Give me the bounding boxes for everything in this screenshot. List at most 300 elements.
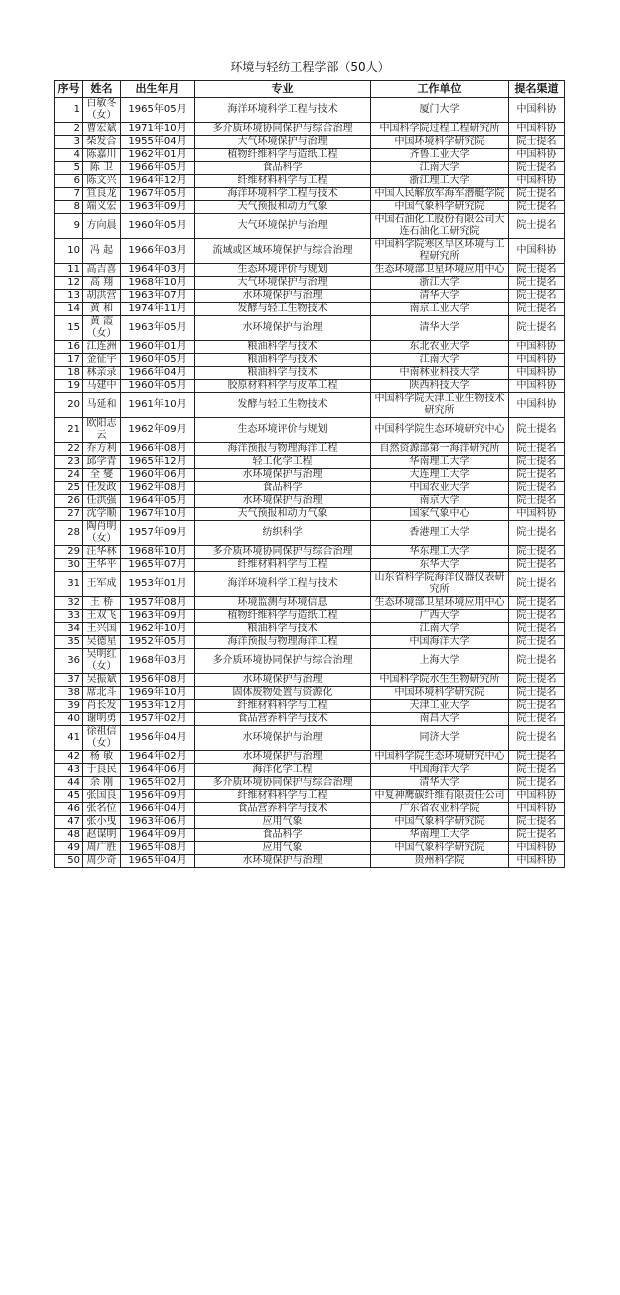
cell-employer: 中国气象科学研究院 <box>371 201 509 214</box>
table-row <box>55 443 565 456</box>
table-row <box>55 149 565 162</box>
cell-name: 陈文兴 <box>83 175 121 188</box>
cell-major: 发酵与轻工生物技术 <box>195 303 371 316</box>
table-row <box>55 829 565 842</box>
cell-name: 邱学青 <box>83 456 121 469</box>
cell-major: 多介质环境协同保护与综合治理 <box>195 123 371 136</box>
table-row <box>55 123 565 136</box>
cell-employer: 中国气象科学研究院 <box>371 842 509 855</box>
cell-birth: 1964年06月 <box>121 764 195 777</box>
cell-index: 37 <box>55 674 83 687</box>
cell-channel: 院士提名 <box>509 290 565 303</box>
cell-channel: 院士提名 <box>509 303 565 316</box>
cell-employer: 同济大学 <box>371 726 509 751</box>
table-row <box>55 316 565 341</box>
cell-index: 38 <box>55 687 83 700</box>
cell-index: 31 <box>55 572 83 597</box>
cell-employer: 清华大学 <box>371 290 509 303</box>
cell-employer: 大连理工大学 <box>371 469 509 482</box>
cell-index: 32 <box>55 597 83 610</box>
cell-birth: 1966年08月 <box>121 443 195 456</box>
cell-channel: 中国科协 <box>509 341 565 354</box>
cell-birth: 1956年08月 <box>121 674 195 687</box>
cell-index: 40 <box>55 713 83 726</box>
cell-name: 高吉喜 <box>83 264 121 277</box>
cell-employer: 国家气象中心 <box>371 508 509 521</box>
cell-birth: 1967年05月 <box>121 188 195 201</box>
cell-index: 42 <box>55 751 83 764</box>
table-row <box>55 380 565 393</box>
cell-birth: 1955年04月 <box>121 136 195 149</box>
cell-employer: 中国环境科学研究院 <box>371 136 509 149</box>
cell-employer: 厦门大学 <box>371 98 509 123</box>
cell-index: 16 <box>55 341 83 354</box>
cell-major: 纺织科学 <box>195 521 371 546</box>
cell-major: 食品营养科学与技术 <box>195 713 371 726</box>
cell-index: 1 <box>55 98 83 123</box>
cell-employer: 江南大学 <box>371 162 509 175</box>
table-row <box>55 816 565 829</box>
cell-index: 5 <box>55 162 83 175</box>
cell-birth: 1960年05月 <box>121 380 195 393</box>
cell-index: 41 <box>55 726 83 751</box>
cell-name: 任洪强 <box>83 495 121 508</box>
cell-major: 环境监测与环境信息 <box>195 597 371 610</box>
cell-employer: 天津工业大学 <box>371 700 509 713</box>
cell-birth: 1963年09月 <box>121 201 195 214</box>
table-row <box>55 700 565 713</box>
cell-channel: 中国科协 <box>509 790 565 803</box>
cell-channel: 院士提名 <box>509 456 565 469</box>
cell-major: 天气预报和动力气象 <box>195 508 371 521</box>
cell-channel: 院士提名 <box>509 636 565 649</box>
cell-birth: 1964年05月 <box>121 495 195 508</box>
cell-employer: 清华大学 <box>371 777 509 790</box>
cell-channel: 院士提名 <box>509 264 565 277</box>
table-row <box>55 508 565 521</box>
cell-channel: 中国科协 <box>509 380 565 393</box>
cell-name: 陶肖明（女） <box>83 521 121 546</box>
cell-employer: 香港理工大学 <box>371 521 509 546</box>
cell-index: 39 <box>55 700 83 713</box>
cell-birth: 1956年09月 <box>121 790 195 803</box>
cell-major: 植物纤维科学与造纸工程 <box>195 610 371 623</box>
cell-major: 粮油科学与技术 <box>195 367 371 380</box>
table-row <box>55 354 565 367</box>
cell-major: 植物纤维科学与造纸工程 <box>195 149 371 162</box>
cell-birth: 1957年02月 <box>121 713 195 726</box>
cell-channel: 中国科协 <box>509 175 565 188</box>
cell-birth: 1968年03月 <box>121 649 195 674</box>
table-row <box>55 367 565 380</box>
table-row <box>55 418 565 443</box>
cell-birth: 1963年09月 <box>121 610 195 623</box>
table-row <box>55 842 565 855</box>
cell-birth: 1965年08月 <box>121 842 195 855</box>
cell-name: 肖长发 <box>83 700 121 713</box>
cell-employer: 山东省科学院海洋仪器仪表研究所 <box>371 572 509 597</box>
cell-employer: 东华大学 <box>371 559 509 572</box>
cell-index: 11 <box>55 264 83 277</box>
cell-major: 水环境保护与治理 <box>195 674 371 687</box>
cell-birth: 1963年07月 <box>121 290 195 303</box>
cell-birth: 1974年11月 <box>121 303 195 316</box>
cell-name: 林亲录 <box>83 367 121 380</box>
cell-channel: 院士提名 <box>509 277 565 290</box>
cell-name: 白敏冬（女） <box>83 98 121 123</box>
cell-index: 49 <box>55 842 83 855</box>
cell-employer: 广东省农业科学院 <box>371 803 509 816</box>
cell-employer: 中国科学院水生生物研究所 <box>371 674 509 687</box>
cell-major: 海洋预报与物理海洋工程 <box>195 636 371 649</box>
cell-birth: 1956年04月 <box>121 726 195 751</box>
table-row <box>55 521 565 546</box>
header-major: 专业 <box>195 81 371 98</box>
cell-major: 水环境保护与治理 <box>195 469 371 482</box>
cell-birth: 1971年10月 <box>121 123 195 136</box>
cell-major: 海洋化学工程 <box>195 764 371 777</box>
header-birth: 出生年月 <box>121 81 195 98</box>
cell-major: 流域或区域环境保护与综合治理 <box>195 239 371 264</box>
cell-major: 多介质环境协同保护与综合治理 <box>195 777 371 790</box>
cell-major: 生态环境评价与规划 <box>195 418 371 443</box>
table-row <box>55 214 565 239</box>
cell-channel: 中国科协 <box>509 367 565 380</box>
cell-index: 35 <box>55 636 83 649</box>
table-row <box>55 341 565 354</box>
cell-birth: 1963年06月 <box>121 816 195 829</box>
cell-name: 黄 和 <box>83 303 121 316</box>
cell-employer: 贵州科学院 <box>371 855 509 868</box>
cell-index: 29 <box>55 546 83 559</box>
cell-major: 海洋环境科学工程与技术 <box>195 98 371 123</box>
cell-channel: 中国科协 <box>509 123 565 136</box>
cell-employer: 华南理工大学 <box>371 829 509 842</box>
cell-employer: 东北农业大学 <box>371 341 509 354</box>
cell-employer: 自然资源部第一海洋研究所 <box>371 443 509 456</box>
cell-name: 马延和 <box>83 393 121 418</box>
cell-channel: 院士提名 <box>509 136 565 149</box>
cell-index: 9 <box>55 214 83 239</box>
cell-channel: 院士提名 <box>509 777 565 790</box>
table-row <box>55 636 565 649</box>
cell-channel: 院士提名 <box>509 700 565 713</box>
table-row <box>55 803 565 816</box>
cell-major: 应用气象 <box>195 842 371 855</box>
cell-channel: 中国科协 <box>509 354 565 367</box>
cell-employer: 江南大学 <box>371 354 509 367</box>
cell-birth: 1966年04月 <box>121 803 195 816</box>
cell-index: 26 <box>55 495 83 508</box>
table-row <box>55 264 565 277</box>
header-employer: 工作单位 <box>371 81 509 98</box>
cell-name: 汪华林 <box>83 546 121 559</box>
cell-major: 水环境保护与治理 <box>195 751 371 764</box>
cell-employer: 清华大学 <box>371 316 509 341</box>
cell-employer: 中国人民解放军海军潜艇学院 <box>371 188 509 201</box>
table-row <box>55 572 565 597</box>
cell-major: 粮油科学与技术 <box>195 341 371 354</box>
cell-birth: 1965年04月 <box>121 855 195 868</box>
cell-name: 柴发合 <box>83 136 121 149</box>
cell-name: 周广胜 <box>83 842 121 855</box>
cell-birth: 1963年05月 <box>121 316 195 341</box>
cell-major: 轻工化学工程 <box>195 456 371 469</box>
cell-birth: 1960年01月 <box>121 341 195 354</box>
cell-name: 张名位 <box>83 803 121 816</box>
cell-major: 水环境保护与治理 <box>195 495 371 508</box>
cell-birth: 1962年08月 <box>121 482 195 495</box>
cell-name: 全 燮 <box>83 469 121 482</box>
cell-index: 22 <box>55 443 83 456</box>
cell-channel: 中国科协 <box>509 855 565 868</box>
cell-name: 马建中 <box>83 380 121 393</box>
cell-major: 水环境保护与治理 <box>195 726 371 751</box>
cell-channel: 院士提名 <box>509 443 565 456</box>
table-row <box>55 597 565 610</box>
table-row <box>55 751 565 764</box>
cell-employer: 生态环境部卫星环境应用中心 <box>371 264 509 277</box>
cell-index: 18 <box>55 367 83 380</box>
cell-birth: 1964年03月 <box>121 264 195 277</box>
cell-index: 48 <box>55 829 83 842</box>
cell-channel: 院士提名 <box>509 214 565 239</box>
cell-name: 王兴国 <box>83 623 121 636</box>
cell-name: 吴明红（女） <box>83 649 121 674</box>
cell-index: 13 <box>55 290 83 303</box>
header-channel: 提名渠道 <box>509 81 565 98</box>
cell-name: 吴德星 <box>83 636 121 649</box>
cell-name: 金征宇 <box>83 354 121 367</box>
cell-employer: 中国环境科学研究院 <box>371 687 509 700</box>
cell-birth: 1969年10月 <box>121 687 195 700</box>
cell-major: 大气环境保护与治理 <box>195 214 371 239</box>
cell-name: 任发政 <box>83 482 121 495</box>
cell-major: 粮油科学与技术 <box>195 354 371 367</box>
cell-channel: 院士提名 <box>509 610 565 623</box>
cell-channel: 院士提名 <box>509 597 565 610</box>
cell-birth: 1957年09月 <box>121 521 195 546</box>
cell-index: 7 <box>55 188 83 201</box>
cell-birth: 1966年04月 <box>121 367 195 380</box>
cell-name: 沈学顺 <box>83 508 121 521</box>
table-row <box>55 726 565 751</box>
cell-index: 3 <box>55 136 83 149</box>
cell-index: 2 <box>55 123 83 136</box>
cell-name: 黄 霞（女） <box>83 316 121 341</box>
cell-channel: 院士提名 <box>509 687 565 700</box>
cell-birth: 1965年07月 <box>121 559 195 572</box>
cell-major: 纤维材料科学与工程 <box>195 559 371 572</box>
cell-major: 多介质环境协同保护与综合治理 <box>195 546 371 559</box>
cell-birth: 1964年12月 <box>121 175 195 188</box>
cell-index: 47 <box>55 816 83 829</box>
cell-major: 胶原材料科学与皮革工程 <box>195 380 371 393</box>
table-row <box>55 469 565 482</box>
cell-name: 谢明勇 <box>83 713 121 726</box>
cell-name: 张国良 <box>83 790 121 803</box>
cell-channel: 中国科协 <box>509 803 565 816</box>
cell-birth: 1965年12月 <box>121 456 195 469</box>
cell-employer: 华南理工大学 <box>371 456 509 469</box>
cell-index: 28 <box>55 521 83 546</box>
cell-birth: 1968年10月 <box>121 546 195 559</box>
table-row <box>55 546 565 559</box>
cell-name: 吴振斌 <box>83 674 121 687</box>
cell-index: 44 <box>55 777 83 790</box>
cell-employer: 中南林业科技大学 <box>371 367 509 380</box>
cell-birth: 1960年05月 <box>121 354 195 367</box>
cell-index: 27 <box>55 508 83 521</box>
cell-channel: 中国科协 <box>509 508 565 521</box>
cell-name: 冯 起 <box>83 239 121 264</box>
cell-index: 12 <box>55 277 83 290</box>
cell-employer: 中国科学院寒区旱区环境与工程研究所 <box>371 239 509 264</box>
table-row <box>55 674 565 687</box>
cell-birth: 1968年10月 <box>121 277 195 290</box>
cell-birth: 1953年12月 <box>121 700 195 713</box>
cell-birth: 1964年02月 <box>121 751 195 764</box>
cell-employer: 浙江大学 <box>371 277 509 290</box>
cell-major: 固体废物处置与资源化 <box>195 687 371 700</box>
cell-major: 多介质环境协同保护与综合治理 <box>195 649 371 674</box>
cell-birth: 1960年05月 <box>121 214 195 239</box>
table-title: 环境与轻纺工程学部（50人） <box>230 60 390 74</box>
cell-channel: 中国科协 <box>509 149 565 162</box>
cell-birth: 1961年10月 <box>121 393 195 418</box>
cell-major: 海洋预报与物理海洋工程 <box>195 443 371 456</box>
table-row <box>55 649 565 674</box>
cell-name: 方向晨 <box>83 214 121 239</box>
header-name: 姓名 <box>83 81 121 98</box>
cell-index: 15 <box>55 316 83 341</box>
cell-birth: 1964年09月 <box>121 829 195 842</box>
cell-birth: 1962年01月 <box>121 149 195 162</box>
cell-channel: 中国科协 <box>509 842 565 855</box>
cell-name: 胡洪营 <box>83 290 121 303</box>
cell-name: 曹宏斌 <box>83 123 121 136</box>
table-row <box>55 790 565 803</box>
cell-name: 席北斗 <box>83 687 121 700</box>
cell-employer: 中国科学院过程工程研究所 <box>371 123 509 136</box>
cell-channel: 中国科协 <box>509 98 565 123</box>
cell-employer: 中复神鹰碳纤维有限责任公司 <box>371 790 509 803</box>
table-row <box>55 290 565 303</box>
cell-name: 王双飞 <box>83 610 121 623</box>
cell-index: 17 <box>55 354 83 367</box>
cell-major: 水环境保护与治理 <box>195 855 371 868</box>
cell-employer: 江南大学 <box>371 623 509 636</box>
cell-channel: 院士提名 <box>509 201 565 214</box>
cell-channel: 院士提名 <box>509 816 565 829</box>
cell-index: 25 <box>55 482 83 495</box>
cell-major: 纤维材料科学与工程 <box>195 790 371 803</box>
cell-employer: 中国海洋大学 <box>371 764 509 777</box>
cell-major: 应用气象 <box>195 816 371 829</box>
table-row <box>55 777 565 790</box>
cell-channel: 院士提名 <box>509 713 565 726</box>
cell-major: 大气环境保护与治理 <box>195 136 371 149</box>
table-row <box>55 495 565 508</box>
cell-major: 食品科学 <box>195 482 371 495</box>
cell-birth: 1957年08月 <box>121 597 195 610</box>
cell-channel: 院士提名 <box>509 623 565 636</box>
cell-major: 粮油科学与技术 <box>195 623 371 636</box>
cell-name: 陈 卫 <box>83 162 121 175</box>
table-row <box>55 175 565 188</box>
cell-channel: 院士提名 <box>509 482 565 495</box>
cell-channel: 院士提名 <box>509 649 565 674</box>
table-row <box>55 687 565 700</box>
cell-channel: 院士提名 <box>509 751 565 764</box>
table-row <box>55 162 565 175</box>
cell-channel: 院士提名 <box>509 829 565 842</box>
table-row <box>55 456 565 469</box>
cell-major: 水环境保护与治理 <box>195 290 371 303</box>
cell-index: 36 <box>55 649 83 674</box>
table-header-row <box>55 81 565 98</box>
cell-index: 21 <box>55 418 83 443</box>
cell-name: 高 翔 <box>83 277 121 290</box>
cell-employer: 浙江理工大学 <box>371 175 509 188</box>
cell-index: 46 <box>55 803 83 816</box>
cell-major: 海洋环境科学工程与技术 <box>195 572 371 597</box>
cell-major: 食品科学 <box>195 162 371 175</box>
cell-name: 王 桥 <box>83 597 121 610</box>
cell-employer: 上海大学 <box>371 649 509 674</box>
cell-channel: 院士提名 <box>509 418 565 443</box>
cell-major: 食品科学 <box>195 829 371 842</box>
cell-index: 6 <box>55 175 83 188</box>
cell-employer: 生态环境部卫星环境应用中心 <box>371 597 509 610</box>
cell-channel: 院士提名 <box>509 546 565 559</box>
table-row <box>55 623 565 636</box>
cell-name: 欧阳志云 <box>83 418 121 443</box>
table-row <box>55 764 565 777</box>
cell-employer: 中国石油化工股份有限公司大连石油化工研究院 <box>371 214 509 239</box>
cell-employer: 中国海洋大学 <box>371 636 509 649</box>
cell-employer: 中国气象科学研究院 <box>371 816 509 829</box>
cell-birth: 1962年10月 <box>121 623 195 636</box>
cell-birth: 1960年06月 <box>121 469 195 482</box>
cell-index: 19 <box>55 380 83 393</box>
cell-employer: 南京工业大学 <box>371 303 509 316</box>
table-row <box>55 201 565 214</box>
cell-employer: 广西大学 <box>371 610 509 623</box>
cell-employer: 中国农业大学 <box>371 482 509 495</box>
cell-name: 江连洲 <box>83 341 121 354</box>
cell-birth: 1965年02月 <box>121 777 195 790</box>
nominee-table <box>54 80 565 868</box>
cell-employer: 南昌大学 <box>371 713 509 726</box>
cell-channel: 院士提名 <box>509 316 565 341</box>
cell-major: 纤维材料科学与工程 <box>195 175 371 188</box>
table-row <box>55 303 565 316</box>
cell-major: 发酵与轻工生物技术 <box>195 393 371 418</box>
cell-index: 50 <box>55 855 83 868</box>
cell-name: 王军成 <box>83 572 121 597</box>
cell-channel: 中国科协 <box>509 239 565 264</box>
cell-index: 4 <box>55 149 83 162</box>
cell-index: 10 <box>55 239 83 264</box>
cell-channel: 院士提名 <box>509 162 565 175</box>
cell-birth: 1966年05月 <box>121 162 195 175</box>
cell-name: 乔方利 <box>83 443 121 456</box>
cell-name: 于良民 <box>83 764 121 777</box>
cell-index: 14 <box>55 303 83 316</box>
cell-index: 20 <box>55 393 83 418</box>
cell-name: 赵谋明 <box>83 829 121 842</box>
